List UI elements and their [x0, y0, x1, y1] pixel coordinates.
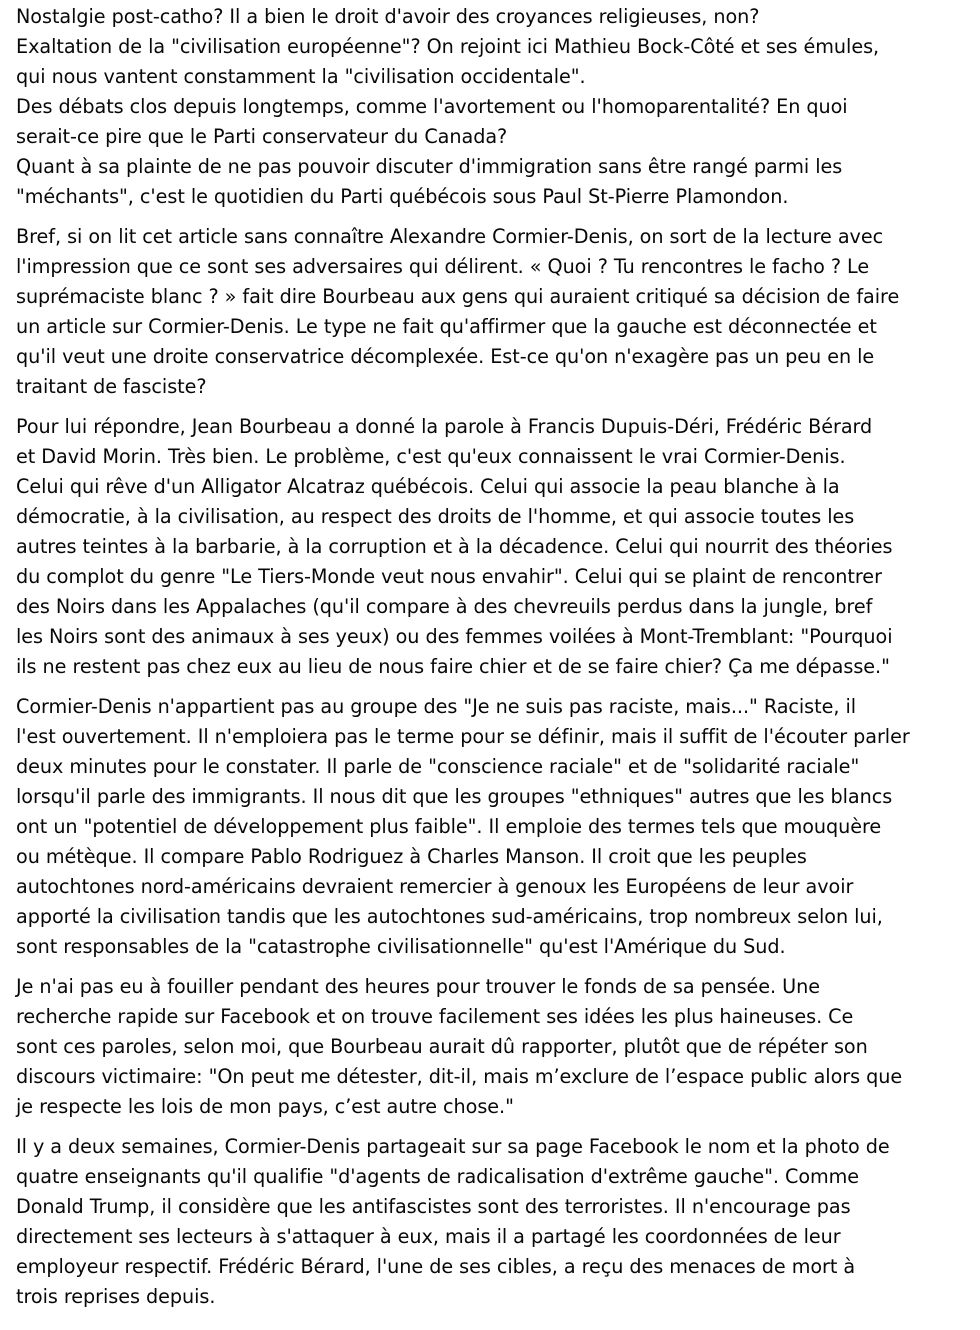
text-line: sont responsables de la "catastrophe civilisationnelle" qu'est l'Amérique du Sud. — [16, 935, 786, 958]
text-line: Pour lui répondre, Jean Bourbeau a donné la parole à Francis Dupuis-Déri, Frédéric Bérard — [16, 415, 873, 438]
text-line: traitant de fasciste? — [16, 375, 207, 398]
text-line: Nostalgie post-catho? Il a bien le droit d'avoir des croyances religieuses, non? — [16, 5, 760, 28]
text-line: Quant à sa plainte de ne pas pouvoir discuter d'immigration sans être rangé parmi les — [16, 155, 843, 178]
text-line: un article sur Cormier-Denis. Le type ne fait qu'affirmer que la gauche est déconnectée et — [16, 315, 877, 338]
text-line: du complot du genre "Le Tiers-Monde veut nous envahir". Celui qui se plaint de rencontrer — [16, 565, 882, 588]
paragraph — [16, 692, 970, 962]
text-line: des Noirs dans les Appalaches (qu'il compare à des chevreuils perdus dans la jungle, bref — [16, 595, 873, 618]
text-line: ils ne restent pas chez eux au lieu de nous faire chier et de se faire chier? Ça me dépasse." — [16, 655, 890, 678]
text-line: Bref, si on lit cet article sans connaître Alexandre Cormier-Denis, on sort de la lecture avec — [16, 225, 884, 248]
text-line: "méchants", c'est le quotidien du Parti québécois sous Paul St-Pierre Plamondon. — [16, 185, 789, 208]
post-body — [16, 2, 970, 1312]
paragraph — [16, 222, 970, 402]
text-line: discours victimaire: "On peut me détester, dit-il, mais m’exclure de l’espace public alors que — [16, 1065, 903, 1088]
text-line: quatre enseignants qu'il qualifie "d'agents de radicalisation d'extrême gauche". Comme — [16, 1165, 860, 1188]
text-line: serait-ce pire que le Parti conservateur du Canada? — [16, 125, 508, 148]
text-line: sont ces paroles, selon moi, que Bourbeau aurait dû rapporter, plutôt que de répéter son — [16, 1035, 868, 1058]
text-line: Je n'ai pas eu à fouiller pendant des heures pour trouver le fonds de sa pensée. Une — [16, 975, 820, 998]
text-line: ont un "potentiel de développement plus faible". Il emploie des termes tels que mouquère — [16, 815, 882, 838]
text-line: qu'il veut une droite conservatrice décomplexée. Est-ce qu'on n'exagère pas un peu en le — [16, 345, 875, 368]
text-line: Il y a deux semaines, Cormier-Denis partageait sur sa page Facebook le nom et la photo de — [16, 1135, 890, 1158]
text-line: suprémaciste blanc ? » fait dire Bourbeau aux gens qui auraient critiqué sa décision de faire — [16, 285, 900, 308]
paragraph — [16, 972, 970, 1122]
text-line: deux minutes pour le constater. Il parle de "conscience raciale" et de "solidarité raciale" — [16, 755, 860, 778]
text-line: l'est ouvertement. Il n'emploiera pas le terme pour se définir, mais il suffit de l'écouter parler — [16, 725, 910, 748]
text-line: Cormier-Denis n'appartient pas au groupe des "Je ne suis pas raciste, mais..." Raciste, il — [16, 695, 857, 718]
text-line: Exaltation de la "civilisation européenne"? On rejoint ici Mathieu Bock-Côté et ses émules, — [16, 35, 880, 58]
text-line: je respecte les lois de mon pays, c’est autre chose." — [16, 1095, 514, 1118]
text-line: Celui qui rêve d'un Alligator Alcatraz québécois. Celui qui associe la peau blanche à la — [16, 475, 840, 498]
text-line: directement ses lecteurs à s'attaquer à eux, mais il a partagé les coordonnées de leur — [16, 1225, 841, 1248]
text-line: les Noirs sont des animaux à ses yeux) ou des femmes voilées à Mont-Tremblant: "Pourquoi — [16, 625, 893, 648]
text-line: ou métèque. Il compare Pablo Rodriguez à Charles Manson. Il croit que les peuples — [16, 845, 807, 868]
paragraph — [16, 412, 970, 682]
text-line: employeur respectif. Frédéric Bérard, l'une de ses cibles, a reçu des menaces de mort à — [16, 1255, 856, 1278]
text-line: l'impression que ce sont ses adversaires qui délirent. « Quoi ? Tu rencontres le facho ? Le — [16, 255, 870, 278]
text-line: Donald Trump, il considère que les antifascistes sont des terroristes. Il n'encourage pas — [16, 1195, 851, 1218]
text-line: autochtones nord-américains devraient remercier à genoux les Européens de leur avoir — [16, 875, 854, 898]
text-line: apporté la civilisation tandis que les autochtones sud-américains, trop nombreux selon lui, — [16, 905, 883, 928]
text-line: et David Morin. Très bien. Le problème, c'est qu'eux connaissent le vrai Cormier-Denis. — [16, 445, 846, 468]
paragraph — [16, 2, 970, 212]
text-line: recherche rapide sur Facebook et on trouve facilement ses idées les plus haineuses. Ce — [16, 1005, 854, 1028]
text-line: trois reprises depuis. — [16, 1285, 216, 1308]
text-line: Des débats clos depuis longtemps, comme l'avortement ou l'homoparentalité? En quoi — [16, 95, 848, 118]
text-line: qui nous vantent constamment la "civilisation occidentale". — [16, 65, 586, 88]
text-line: lorsqu'il parle des immigrants. Il nous dit que les groupes "ethniques" autres que les blancs — [16, 785, 893, 808]
paragraph — [16, 1132, 970, 1312]
text-line: démocratie, à la civilisation, au respect des droits de l'homme, et qui associe toutes les — [16, 505, 855, 528]
text-line: autres teintes à la barbarie, à la corruption et à la décadence. Celui qui nourrit des théories — [16, 535, 893, 558]
